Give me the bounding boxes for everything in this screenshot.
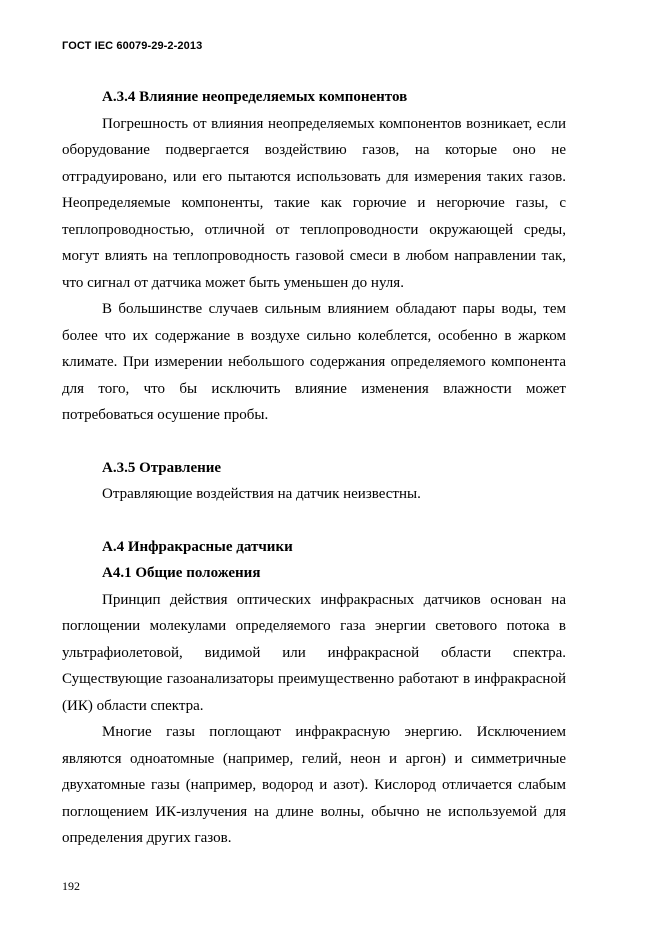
section-heading-a35: А.3.5 Отравление bbox=[102, 459, 222, 476]
section-heading-a34: А.3.4 Влияние неопределяемых компонентов bbox=[102, 89, 408, 105]
document-header: ГОСТ IEC 60079-29-2-2013 bbox=[62, 40, 203, 52]
subsection-heading-a41: А4.1 Общие положения bbox=[102, 565, 261, 581]
paragraph: Отравляющие воздействия на датчик неизвестны. bbox=[102, 486, 421, 502]
spacer bbox=[62, 508, 566, 534]
paragraph: Многие газы поглощают инфракрасную энергию. Исключением являются одноатомные (например, гелий, неон и аргон) и симметричные двухатомные газы (например, водород и азот). Кислород отличается слабым поглощением ИК-излучения на длине волны, обычно не используемой для определения других газов. bbox=[62, 724, 566, 846]
section-heading-a4: А.4 Инфракрасные датчики bbox=[102, 538, 293, 555]
spacer bbox=[62, 429, 566, 455]
paragraph: В большинстве случаев сильным влиянием обладают пары воды, тем более что их содержание в воздухе сильно колеблется, особенно в жарком климате. При измерении небольшого содержания определяемого компонента для того, что бы исключить влияние изменения влажности может потребоваться осушение пробы. bbox=[62, 301, 566, 423]
page-number: 192 bbox=[62, 879, 80, 893]
paragraph: Принцип действия оптических инфракрасных датчиков основан на поглощении молекулами определяемого газа энергии светового потока в ультрафиолетовой, видимой или инфракрасной области спектра. Существующие газоанализаторы преимущественно работают в инфракрасной (ИК) области спектра. bbox=[62, 591, 566, 714]
page-body bbox=[62, 84, 566, 852]
paragraph: Погрешность от влияния неопределяемых компонентов возникает, если оборудование подвергается воздействию газов, на которые оно не отградуировано, или его пытаются использовать для измерения таких газов. Неопределяемые компоненты, такие как горючие и негорючие газы, с теплопроводностью, отличной от теплопроводности окружающей среды, могут влиять на теплопроводность газовой смеси в любом направлении так, что сигнал от датчика может быть уменьшен до нуля. bbox=[62, 115, 566, 291]
